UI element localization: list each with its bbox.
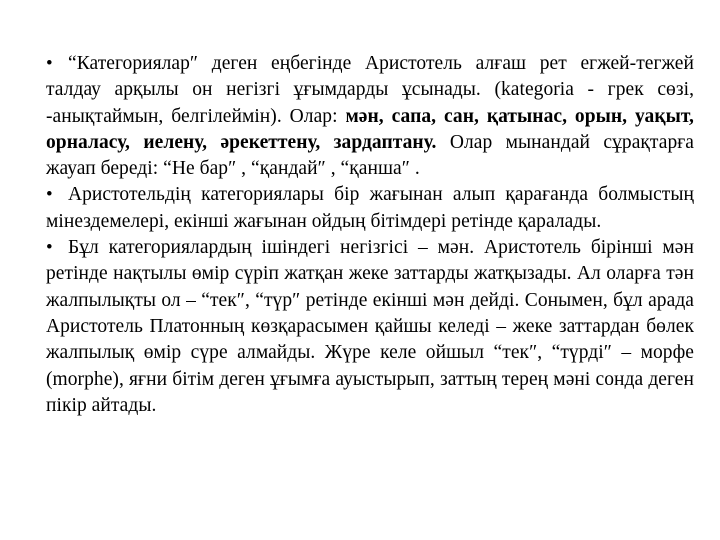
paragraph-categories-meaning — [46, 182, 694, 235]
paragraph-essence — [46, 235, 694, 419]
bullet-icon: • — [46, 184, 53, 206]
paragraph-3-text: Бұл категориялардың ішіндегі негізгісі – мән. Аристотель бірінші мән ретінде нақтылы өмір сүріп жатқан жеке заттарды жатқызады. Ал оларға тән жалпылықты ол – “тек″, “түр″ ретінде екінші мән дейді. Сонымен, бұл арада Аристотель Платонның көзқарасымен қайшы келеді – жеке заттардан бөлек жалпылық өмір сүре алмайды. Жүре келе ойшыл “тек″, “түрді″ – морфе (morphe), яғни бітім деген ұғымға ауыстырып, заттың терең мәні сонда деген пікір айтады. — [46, 237, 694, 416]
bullet-icon: • — [46, 53, 53, 74]
slide-text-body — [46, 51, 694, 419]
paragraph-categories-intro — [46, 51, 694, 182]
paragraph-2-text: Аристотельдің категориялары бір жағынан алып қарағанда болмыстың мінездемелері, екінші жағынан ойдың бітімдері ретінде қаралады. — [46, 184, 694, 232]
paragraph-1-questions: Олар мынандай сұрақтарға жауап береді: “Не бар″ , “қандай″ , “қанша″ . — [46, 131, 694, 180]
categories-list-bold: мән, сапа, сан, қатынас, орын, уақыт, орналасу, иелену, әрекеттену, зардаптану. — [46, 105, 694, 153]
bullet-icon: • — [46, 237, 53, 259]
paragraph-1-text: “Категориялар″ деген еңбегінде Аристотель алғаш рет егжей-тегжей талдау арқылы он негізгі ұғымдарды ұсынады. (kategoria - грек сөзі, -анықтаймын, белгілеймін). Олар: — [46, 53, 694, 127]
